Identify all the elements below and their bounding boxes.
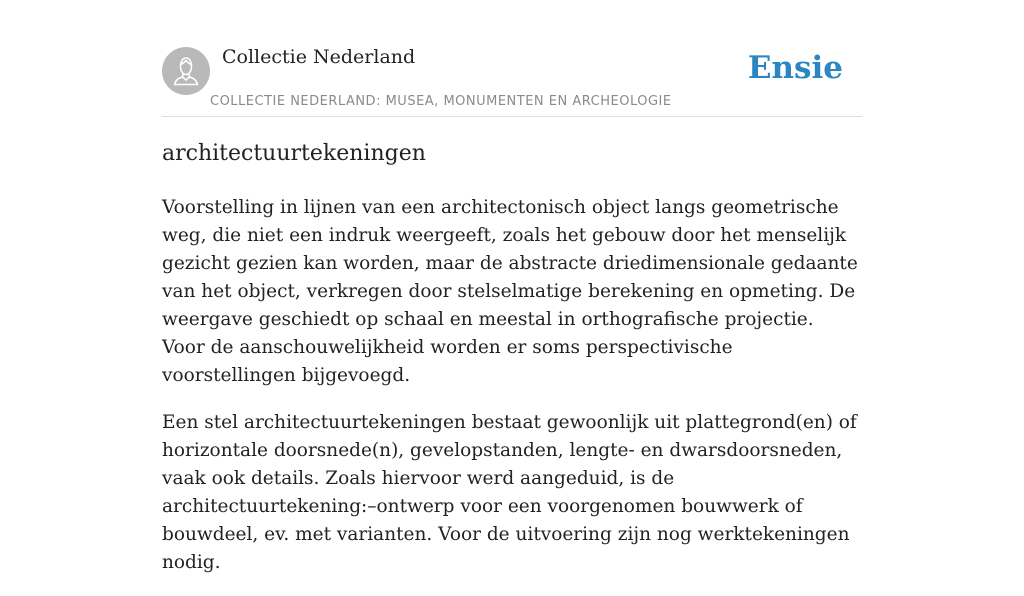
article-content: [162, 138, 862, 596]
article-paragraph: Een stel architectuurtekeningen bestaat gewoonlijk uit plattegrond(en) of horizontale doorsnede(n), gevelopstanden, lengte- en dwarsdoorsneden, vaak ook details. Zoals hiervoor werd aangeduid, is de architectuurtekening:–ontwerp voor een voorgenomen bouwwerk of bouwdeel, ev. met varianten. Voor de uitvoering zijn nog werktekeningen nodig.: [162, 412, 857, 573]
article-header: [162, 46, 862, 117]
author-link[interactable]: Collectie Nederland: [222, 46, 416, 68]
ensie-logo[interactable]: Ensie: [747, 50, 843, 86]
source-label[interactable]: COLLECTIE NEDERLAND: MUSEA, MONUMENTEN EN ARCHEOLOGIE: [210, 94, 672, 109]
article-paragraph: Voorstelling in lijnen van een architectonisch object langs geometrische weg, die niet een indruk weergeeft, zoals het gebouw door het menselijk gezicht gezien kan worden, maar de abstracte driedimensionale gedaante van het object, verkregen door stelselmatige berekening en opmeting. De weergave geschiedt op schaal en meestal in orthografische projectie. Voor de aanschouwelijkheid worden er soms perspectivische voorstellingen bijgevoegd.: [162, 197, 858, 386]
article-title: architectuurtekeningen: [162, 141, 426, 166]
user-avatar-icon[interactable]: [162, 47, 210, 95]
